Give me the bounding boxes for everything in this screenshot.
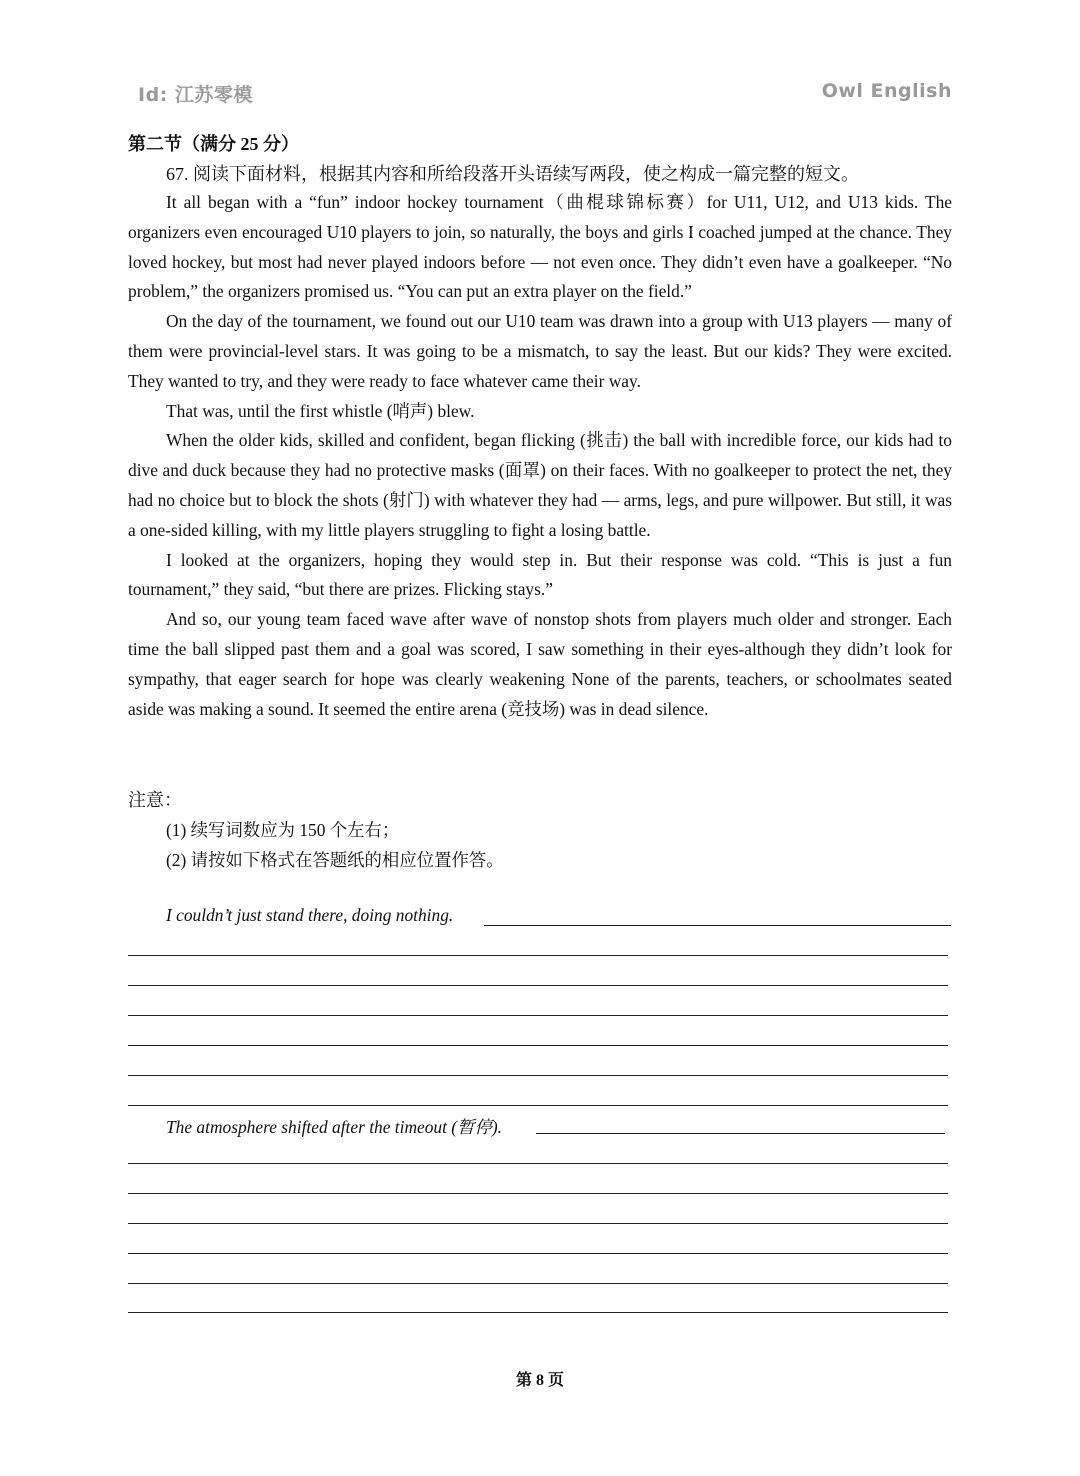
passage-paragraph: When the older kids, skilled and confident, began flicking (挑击) the ball with incredible force, our kids had to dive and duck because they had no protective masks (面罩) on their faces. With no goalkeeper to protect the net, they had no choice but to block the shots (射门) with whatever they had — arms, legs, and pure willpower. But still, it was a one-sided killing, with my little players struggling to fight a losing battle. <box>128 430 952 540</box>
paragraph-opener-1: I couldn’t just stand there, doing nothing. <box>166 905 454 925</box>
writing-line <box>128 1283 948 1284</box>
writing-line <box>128 1105 948 1106</box>
page-number: 第 8 页 <box>515 1372 564 1389</box>
writing-line <box>128 1253 948 1254</box>
passage-paragraph: That was, until the first whistle (哨声) blew. <box>166 400 475 421</box>
note-item: (1) 续写词数应为 150 个左右； <box>166 820 400 840</box>
reading-passage <box>128 188 952 724</box>
writing-line <box>128 985 948 986</box>
writing-line <box>128 955 948 956</box>
paragraph-opener-2: The atmosphere shifted after the timeout (暂停). <box>166 1117 503 1137</box>
writing-line <box>128 1312 948 1313</box>
writing-line <box>484 925 951 926</box>
writing-line <box>128 1223 948 1224</box>
writing-line <box>128 1015 948 1016</box>
section-title: 第二节（满分 25 分） <box>128 134 299 154</box>
header-right: Owl English <box>821 80 952 102</box>
writing-line <box>128 1163 948 1164</box>
passage-paragraph: I looked at the organizers, hoping they would step in. But their response was cold. “This is just a fun tournament,” they said, “but there are prizes. Flicking stays.” <box>128 549 952 600</box>
passage-paragraph: On the day of the tournament, we found out our U10 team was drawn into a group with U13 players — many of them were provincial-level stars. It was going to be a mismatch, to say the least. But our kids? They were excited. They wanted to try, and they were ready to face whatever came their way. <box>128 311 952 391</box>
note-item: (2) 请按如下格式在答题纸的相应位置作答。 <box>166 850 504 870</box>
writing-line <box>536 1133 945 1134</box>
header-left: Id: 江苏零模 <box>138 84 253 106</box>
passage-paragraph: It all began with a “fun” indoor hockey tournament（曲棍球锦标赛）for U11, U12, and U13 kids. The organizers even encouraged U10 players to join, so naturally, the boys and girls I coached jumped at the chance. They loved hockey, but most had never played indoors before — not even once. They didn’t even have a goalkeeper. “No problem,” the organizers promised us. “You can put an extra player on the field.” <box>128 192 952 302</box>
passage-paragraph: And so, our young team faced wave after wave of nonstop shots from players much older and stronger. Each time the ball slipped past them and a goal was scored, I saw something in their eyes-although they didn’t look for sympathy, that eager search for hope was clearly weakening None of the parents, teachers, or schoolmates seated aside was making a sound. It seemed the entire arena (竞技场) was in dead silence. <box>128 609 952 719</box>
task-instruction: 67. 阅读下面材料，根据其内容和所给段落开头语续写两段，使之构成一篇完整的短文。 <box>166 164 859 184</box>
writing-line <box>128 1193 948 1194</box>
writing-line <box>128 1075 948 1076</box>
notes-title: 注意： <box>128 790 182 810</box>
writing-line <box>128 1045 948 1046</box>
